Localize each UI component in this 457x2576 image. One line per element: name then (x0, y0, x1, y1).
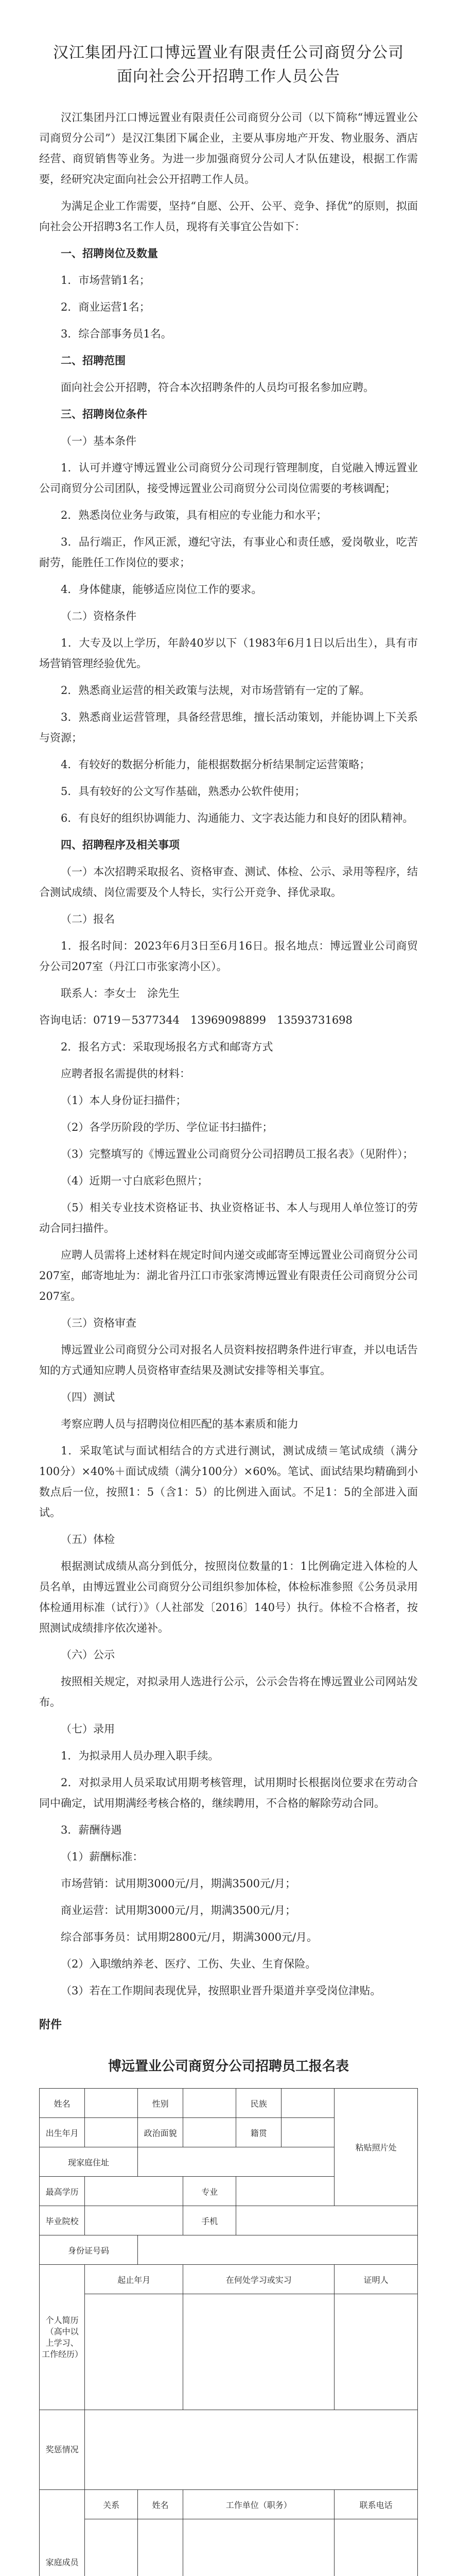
salary-line: 市场营销：试用期3000元/月，期满3500元/月； (61, 1877, 296, 1890)
photo-box: 粘贴照片处 (335, 2089, 418, 2206)
attachment-label: 附件 (39, 2018, 62, 2031)
form-col-header: 工作单位（职务） (183, 2490, 335, 2519)
list-item: 2．熟悉岗位业务与政策，具有相应的专业能力和水平； (61, 509, 327, 521)
salary-line: （2）入职缴纳养老、医疗、工伤、失业、生育保险。 (61, 1958, 317, 1970)
material-item: （2）各学历阶段的学历、学位证书扫描件； (61, 1121, 273, 1133)
form-value[interactable] (335, 2519, 418, 2576)
form-value[interactable] (85, 2294, 183, 2410)
paragraph: 根据测试成绩从高分到低分，按照岗位数量的1：1比例确定进入体检的人员名单，由博远置业公司商贸分公司组织参加体检，体检标准参照《公务员录用体检通用标准（试行）》（人社部发〔2016〕140号）执行。体检不合格者，按照测试成绩排序依次递补。 (39, 1560, 418, 1634)
list-item: 3．薪酬待遇 (61, 1824, 122, 1836)
form-label: 最高学历 (40, 2177, 85, 2206)
form-label: 籍贯 (236, 2118, 282, 2147)
intro-paragraph: 汉江集团丹江口博远置业有限责任公司商贸分公司（以下简称“博远置业公司商贸分公司”）是汉江集团下属企业，主要从事房地产开发、物业服务、酒店经营、商贸销售等业务。为进一步加强商贸分公司人才队伍建设，根据工作需要，经研究决定面向社会公开招聘工作人员。 (39, 111, 418, 185)
form-value[interactable] (85, 2089, 138, 2118)
form-value[interactable] (85, 2118, 138, 2147)
form-label: 专业 (183, 2177, 236, 2206)
title-line-2: 面向社会公开招聘工作人员公告 (117, 67, 340, 86)
paragraph: 按照相关规定，对拟录用人选进行公示，公示会告将在博远置业公司网站发布。 (39, 1675, 418, 1708)
paragraph: 考察应聘人员与招聘岗位相匹配的基本素质和能力 (61, 1418, 298, 1430)
section-heading: 二、招聘范围 (61, 354, 126, 367)
list-item: 6．有良好的组织协调能力、沟通能力、文字表达能力和良好的团队精神。 (61, 812, 414, 824)
subheading: （六）公示 (61, 1649, 115, 1661)
salary-line: 商业运营：试用期3000元/月，期满3500元/月； (61, 1904, 296, 1917)
salary-line: （3）若在工作期间表现优异，按照职业晋升渠道并享受岗位津贴。 (61, 1985, 381, 1997)
subheading: （七）录用 (61, 1723, 115, 1735)
form-value[interactable] (138, 2147, 335, 2177)
form-col-header: 关系 (85, 2490, 138, 2519)
paragraph: 1．采取笔试与面试相结合的方式进行测试，测试成绩＝笔试成绩（满分100分）×40%＋面试成绩（满分100分）×60%。笔试、面试结果均精确到小数点后一位，按照1：5（含1：5）的比例进入面试。不足1：5的全部进入面试。 (39, 1445, 418, 1519)
form-label: 出生年月 (40, 2118, 85, 2147)
form-col-header: 起止年月 (85, 2265, 183, 2294)
list-item: 2．报名方式：采取现场报名方式和邮寄方式 (61, 1041, 273, 1053)
subheading: （四）测试 (61, 1391, 115, 1403)
section-heading: 三、招聘岗位条件 (61, 408, 147, 420)
form-value[interactable] (236, 2206, 418, 2235)
form-value[interactable] (85, 2410, 418, 2490)
page-title (39, 41, 418, 89)
subheading: （五）体检 (61, 1533, 115, 1546)
form-value[interactable] (85, 2177, 183, 2206)
form-value[interactable] (138, 2235, 418, 2265)
form-col-header: 在何处学习或实习 (183, 2265, 335, 2294)
list-item: 2．对拟录用人员采取试用期考核管理，试用期时长根据岗位要求在劳动合同中确定，试用期满经考核合格的，继续聘用，不合格的解除劳动合同。 (39, 1776, 418, 1809)
subheading: （二）资格条件 (61, 610, 136, 622)
list-item: 1．大专及以上学历，年龄40岁以下（1983年6月1日以后出生），具有市场营销管理经验优先。 (39, 637, 418, 670)
paragraph: （一）本次招聘采取报名、资格审查、测试、体检、公示、录用等程序，结合测试成绩、岗位需要及个人特长，实行公开竞争、择优录取。 (39, 866, 418, 899)
form-label: 现家庭住址 (40, 2147, 138, 2177)
subheading: （一）基本条件 (61, 435, 136, 447)
list-item: 1．认可并遵守博远置业公司商贸分公司现行管理制度，自觉融入博远置业公司商贸分公司团队，接受博远置业公司商贸分公司岗位需要的考核调配； (39, 462, 418, 495)
title-line-1: 汉江集团丹江口博远置业有限责任公司商贸分公司 (53, 44, 404, 62)
list-item: 4．身体健康，能够适应岗位工作的要求。 (61, 583, 262, 596)
awards-label: 奖惩情况 (40, 2410, 85, 2490)
paragraph: 博远置业公司商贸分公司对报名人员资料按招聘条件进行审查，并以电话告知的方式通知应聘人员资格审查结果及测试安排等相关事宜。 (39, 1344, 418, 1377)
list-item: 2．商业运营1名； (61, 301, 150, 313)
form-col-header: 姓名 (138, 2490, 183, 2519)
list-item: 应聘者报名需提供的材料： (61, 1067, 190, 1080)
phone-line: 咨询电话：0719－5377344 13969098899 13593731698 (39, 1014, 353, 1026)
form-label: 民族 (236, 2089, 282, 2118)
list-item: 3．综合部事务员1名。 (61, 328, 172, 340)
registration-form (39, 2088, 418, 2576)
paragraph: 面向社会公开招聘，符合本次招聘条件的人员均可报名参加应聘。 (61, 381, 374, 394)
form-value[interactable] (183, 2118, 236, 2147)
form-label: 毕业院校 (40, 2206, 85, 2235)
contact-line: 联系人：李女士 涂先生 (61, 987, 180, 999)
list-item: 1．市场营销1名； (61, 274, 150, 286)
salary-line: 综合部事务员：试用期2800元/月，期满3000元/月。 (61, 1931, 318, 1943)
form-value[interactable] (236, 2177, 335, 2206)
list-item: 1．报名时间：2023年6月3日至6月16日。报名地点：博远置业公司商贸分公司207室（丹江口市张家湾小区）。 (39, 940, 418, 973)
form-label: 姓名 (40, 2089, 85, 2118)
form-value[interactable] (282, 2118, 335, 2147)
material-item: （1）本人身份证扫描件； (61, 1094, 187, 1107)
list-item: 1．为拟录用人员办理入职手续。 (61, 1750, 219, 1762)
form-title: 博远置业公司商贸分公司招聘员工报名表 (108, 2059, 349, 2074)
intro-paragraph: 为满足企业工作需要，坚持“自愿、公开、公平、竞争、择优”的原则，拟面向社会公开招聘3名工作人员，现将有关事宜公告如下： (39, 200, 418, 233)
form-value[interactable] (183, 2089, 236, 2118)
paragraph: 应聘人员需将上述材料在规定时间内递交或邮寄至博远置业公司商贸分公司207室，邮寄地址为：湖北省丹江口市张家湾博远置业有限责任公司商贸分公司207室。 (39, 1249, 418, 1302)
form-value[interactable] (282, 2089, 335, 2118)
form-value[interactable] (138, 2519, 183, 2576)
salary-line: （1）薪酬标准： (61, 1851, 144, 1863)
material-item: （3）完整填写的《博远置业公司商贸分公司招聘员工报名表》（见附件）； (61, 1148, 414, 1160)
material-item: （4）近期一寸白底彩色照片； (61, 1175, 208, 1187)
section-heading: 一、招聘岗位及数量 (61, 247, 158, 260)
resume-label: 个人简历（高中以上学习、工作经历） (40, 2265, 85, 2410)
subheading: （三）资格审查 (61, 1317, 136, 1329)
section-heading: 四、招聘程序及相关事项 (61, 838, 180, 851)
form-label: 身份证号码 (40, 2235, 138, 2265)
form-col-header: 联系电话 (335, 2490, 418, 2519)
family-label: 家庭成员 (40, 2490, 85, 2576)
list-item: 4．有较好的数据分析能力，能根据数据分析结果制定运营策略； (61, 758, 371, 771)
form-value[interactable] (85, 2519, 138, 2576)
form-value[interactable] (335, 2294, 418, 2410)
form-label: 政治面貌 (138, 2118, 183, 2147)
list-item: 3．品行端正，作风正派，遵纪守法，有事业心和责任感，爱岗敬业，吃苦耐劳，能胜任工作岗位的要求； (39, 536, 418, 569)
list-item: 3．熟悉商业运营管理，具备经营思维，擅长活动策划，并能协调上下关系与资源； (39, 711, 418, 744)
subheading: （二）报名 (61, 913, 115, 925)
material-item: （5）相关专业技术资格证书、执业资格证书、本人与现用人单位签订的劳动合同扫描件。 (39, 1201, 418, 1234)
list-item: 2．熟悉商业运营的相关政策与法规，对市场营销有一定的了解。 (61, 684, 371, 697)
form-label: 手机 (183, 2206, 236, 2235)
form-value[interactable] (183, 2519, 335, 2576)
form-value[interactable] (85, 2206, 183, 2235)
form-label: 性别 (138, 2089, 183, 2118)
form-value[interactable] (183, 2294, 335, 2410)
list-item: 5．具有较好的公文写作基础，熟悉办公软件使用； (61, 785, 306, 798)
form-col-header: 证明人 (335, 2265, 418, 2294)
